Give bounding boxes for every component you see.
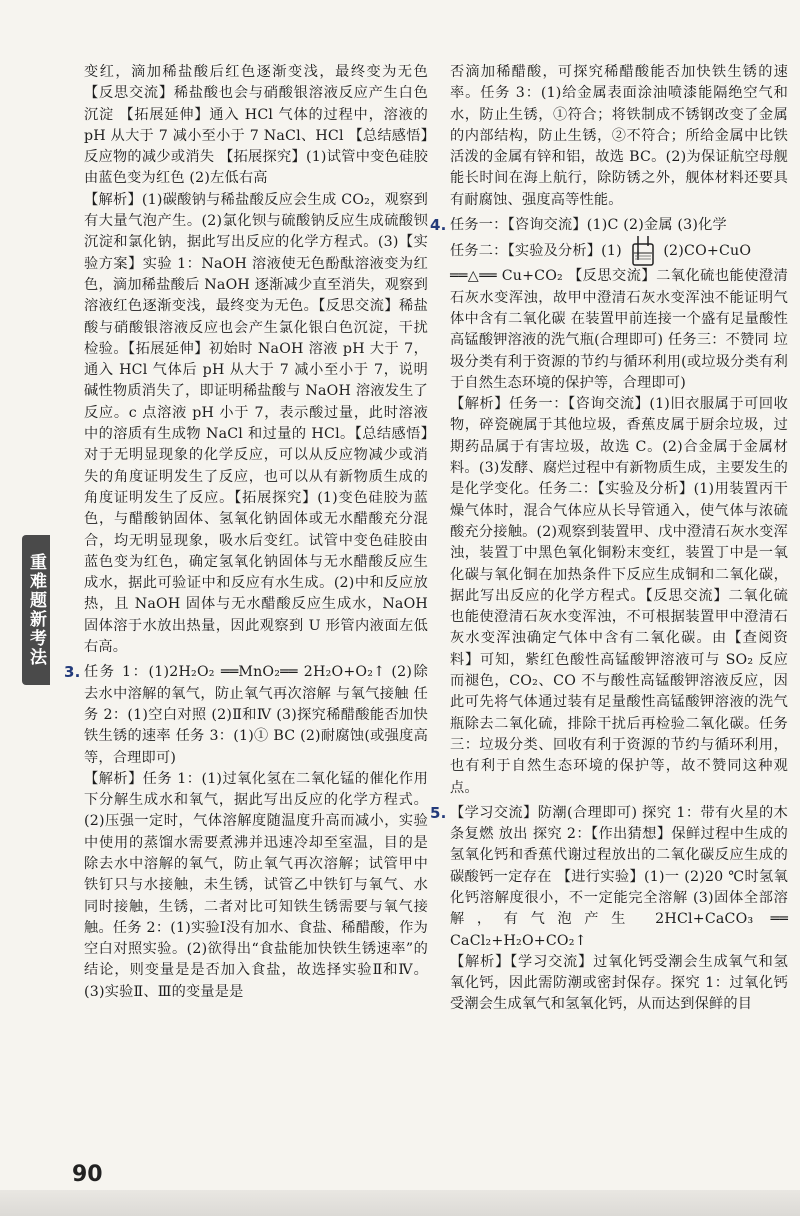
question-5-number: 5.: [430, 803, 447, 822]
side-section-tab: 重难题新考法: [22, 535, 50, 685]
right-column: [430, 62, 788, 1016]
question-3-answer: 任务 1：(1)2H₂O₂ ══MnO₂══ 2H₂O+O₂↑ (2)除去水中溶解的氧气，防止氧气再次溶解 与氧气接触 任务 2：(1)空白对照 (2)Ⅱ和Ⅳ (3)探究稀醋酸能否加快铁生锈的速率 任务 3：(1)① BC (2)耐腐蚀(或强度高等，合理即可): [84, 664, 428, 766]
question-4-line-3: ══△══ Cu+CO₂ 【反思交流】二氧化硫也能使澄清石灰水变浑浊，故甲中澄清石灰水变浑浊不能证明气体中含有二氧化碳 在装置甲前连接一个盛有足量酸性高锰酸钾溶液的洗气瓶(合理即可) 任务三：不赞同 垃圾分类有利于资源的节约与循环利用(或垃圾分类有利于自然生态环境的保护等，合理即可): [450, 268, 788, 391]
page-bottom-edge: [0, 1190, 800, 1216]
question-3-number: 3.: [64, 663, 81, 682]
question-4-line-2a: 任务二：【实验及分析】(1): [450, 243, 622, 260]
left-column: [64, 62, 428, 1003]
question-4: [430, 215, 788, 799]
question-4-analysis: 【解析】任务一：【咨询交流】(1)旧衣服属于可回收物，碎瓷碗属于其他垃圾，香蕉皮属于厨余垃圾，过期药品属于有害垃圾，故选 C。(2)合金属于金属材料。(3)发酵、腐烂过程中有新物质生成，主要发生的是化学变化。任务二：【实验及分析】(1)用装置丙干燥气体时，混合气体应从长导管通入，使气体与浓硫酸充分接触。(2)观察到装置甲、戊中澄清石灰水变浑浊，装置丁中黑色氧化铜粉末变红，装置丁中是一氧化碳与氧化铜在加热条件下反应生成铜和二氧化碳，据此写出反应的化学方程式。【反思交流】二氧化硫也能使澄清石灰水变浑浊，不可根据装置甲中澄清石灰水变浑浊确定气体中含有二氧化碳。由【查阅资料】可知，紫红色酸性高锰酸钾溶液可与 SO₂ 反应而褪色，CO₂、CO 不与酸性高锰酸钾溶液反应，因此可先将气体通过装有足量酸性高锰酸钾溶液的洗气瓶除去二氧化硫，排除干扰后再检验二氧化碳。任务三：垃圾分类、回收有利于资源的节约与循环利用，也有利于自然生态环境的保护等，故不赞同这种观点。: [450, 396, 788, 796]
question-4-line-2b: (2)CO+CuO: [663, 243, 752, 260]
question-3-analysis: 【解析】任务 1：(1)过氧化氢在二氧化锰的催化作用下分解生成水和氧气，据此写出反应的化学方程式。(2)压强一定时，气体溶解度随温度升高而减小，实验中使用的蒸馏水需要煮沸并迅速冷却至室温，目的是除去水中溶解的氧气，防止氧气再次溶解；试管甲中铁钉只与水接触，未生锈，试管乙中铁钉与氧气、水同时接触，生锈，二者对比可知铁生锈需要与氧气接触。任务 2：(1)实验Ⅰ没有加水、食盐、稀醋酸，作为空白对照实验。(2)欲得出“食盐能加快铁生锈速率”的结论，则变量是是否加入食盐，故选择实验Ⅱ和Ⅳ。(3)实验Ⅱ、Ⅲ的变量是是: [84, 770, 428, 1000]
left-paragraph-1: 变红，滴加稀盐酸后红色逐渐变浅，最终变为无色【反思交流】稀盐酸也会与硝酸银溶液反应产生白色沉淀 【拓展延伸】通入 HCl 气体的过程中，溶液的 pH 从大于 7 减小至小于 7 NaCl、HCl 【总结感悟】反应物的减少或消失 【拓展探究】(1)试管中变色硅胶由蓝色变为红色 (2)左低右高: [84, 64, 428, 187]
left-analysis-2: 【解析】(1)碳酸钠与稀盐酸反应会生成 CO₂，观察到有大量气泡产生。(2)氯化钡与硫酸钠反应生成硫酸钡沉淀和氯化钠，据此写出反应的化学方程式。(3)【实验方案】实验 1：NaOH 溶液使无色酚酞溶液变为红色，滴加稀盐酸后 NaOH 逐渐减少直至消失，观察到溶液红色逐渐变浅，最终变为无色。【反思交流】稀盐酸与硝酸银溶液反应也会产生氯化银白色沉淀，干扰检验。【拓展延伸】初始时 NaOH 溶液 pH 大于 7，通入 HCl 气体后 pH 从大于 7 减小至小于 7，说明碱性物质消失了，即证明稀盐酸与 NaOH 溶液发生了反应。c 点溶液 pH 小于 7，表示酸过量，此时溶液中的溶质有生成物 NaCl 和过量的 HCl。【总结感悟】对于无明显现象的化学反应，可以从反应物减少或消失的角度证明发生了反应，也可以从有新物质生成的角度证明发生了反应。【拓展探究】(1)变色硅胶为蓝色，与醋酸钠固体、氢氧化钠固体或无水醋酸充分混合，均无明显现象，吸水后变红。试管中变色硅胶由蓝色变为红色，确定氢氧化钠固体与无水醋酸反应生成水，据此可验证中和反应有水生成。(2)中和反应放热，且 NaOH 固体与无水醋酸反应生成水，NaOH 固体溶于水放出热量，因此观察到 U 形管内液面左低右高。: [84, 191, 428, 656]
question-5: [430, 803, 788, 1016]
question-4-line-2: [450, 236, 788, 266]
page-number: 90: [72, 1162, 103, 1187]
gas-washing-bottle-icon: [629, 236, 657, 266]
question-4-number: 4.: [430, 216, 447, 235]
question-3: [64, 662, 428, 1003]
question-4-line-1: 任务一：【咨询交流】(1)C (2)金属 (3)化学: [450, 217, 727, 234]
right-paragraph-1: 否滴加稀醋酸，可探究稀醋酸能否加快铁生锈的速率。任务 3：(1)给金属表面涂油喷漆能隔绝空气和水，防止生锈，①符合；将铁制成不锈钢改变了金属的内部结构，防止生锈，②不符合；所给金属中比铁活泼的金属有锌和铝，故选 BC。(2)为保证航空母舰能长时间在海上航行，除防锈之外，舰体材料还要具有耐腐蚀、强度高等性能。: [450, 64, 788, 208]
question-5-answer: 【学习交流】防潮(合理即可) 探究 1：带有火星的木条复燃 放出 探究 2：【作出猜想】保鲜过程中生成的氢氧化钙和香蕉代谢过程放出的二氧化碳反应生成的碳酸钙一定存在 【进行实验】(1)一 (2)20 ℃时氢氧化钙溶解度很小，不一定能完全溶解 (3)固体全部溶解，有气泡产生 2HCl+CaCO₃ ══ CaCl₂+H₂O+CO₂↑: [450, 804, 788, 949]
question-5-analysis: 【解析】【学习交流】过氧化钙受潮会生成氧气和氢氧化钙，因此需防潮或密封保存。探究 1：过氧化钙受潮会生成氧气和氢氧化钙，从而达到保鲜的目: [450, 953, 788, 1013]
